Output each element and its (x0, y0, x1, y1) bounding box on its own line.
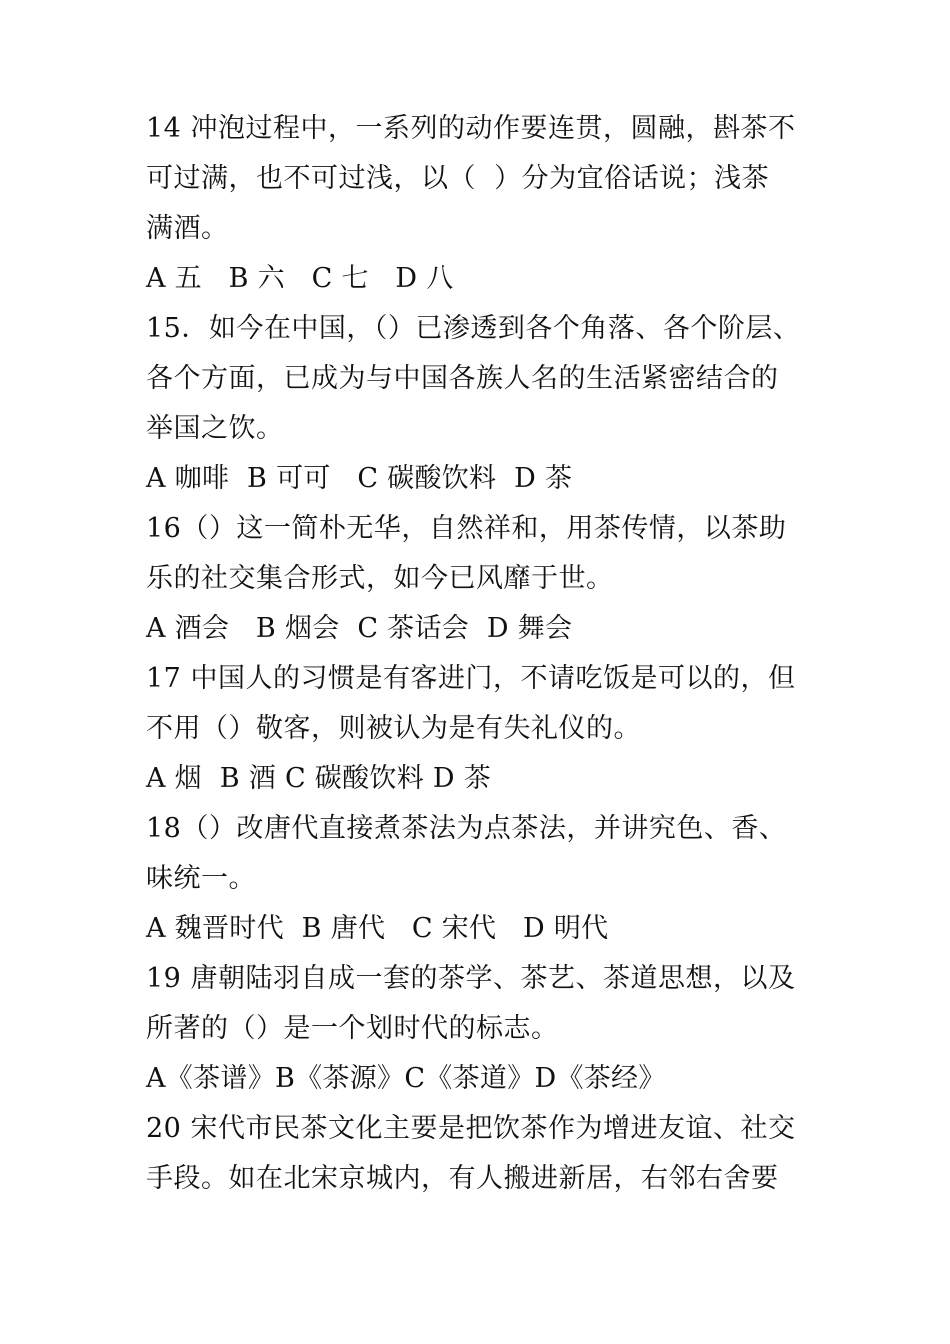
q18-options: A 魏晋时代 B 唐代 C 宋代 D 明代 (146, 913, 609, 944)
question-text-block (146, 104, 826, 1204)
q15-line-3: 举国之饮。 (146, 413, 284, 444)
q19-line-2: 所著的（）是一个划时代的标志。 (146, 1013, 559, 1044)
q16-options: A 酒会 B 烟会 C 茶话会 D 舞会 (146, 613, 573, 644)
q17-line-1: 17 中国人的习惯是有客进门，不请吃饭是可以的，但 (146, 663, 796, 694)
q14-line-3: 满酒。 (146, 213, 229, 244)
q20-line-1: 20 宋代市民茶文化主要是把饮茶作为增进友谊、社交 (146, 1113, 796, 1144)
q15-options: A 咖啡 B 可可 C 碳酸饮料 D 茶 (146, 463, 573, 494)
q19-line-1: 19 唐朝陆羽自成一套的茶学、茶艺、茶道思想，以及 (146, 963, 796, 994)
q17-options: A 烟 B 酒 C 碳酸饮料 D 茶 (146, 763, 492, 794)
q17-line-2: 不用（）敬客，则被认为是有失礼仪的。 (146, 713, 641, 744)
q15-line-2: 各个方面，已成为与中国各族人名的生活紧密结合的 (146, 363, 779, 394)
q20-line-2: 手段。如在北宋京城内，有人搬进新居，右邻右舍要 (146, 1163, 779, 1194)
q15-line-1: 15．如今在中国，（）已渗透到各个角落、各个阶层、 (146, 313, 801, 344)
q18-line-2: 味统一。 (146, 863, 256, 894)
q16-line-1: 16（）这一简朴无华，自然祥和，用茶传情，以茶助 (146, 513, 787, 544)
q16-line-2: 乐的社交集合形式，如今已风靡于世。 (146, 563, 614, 594)
q14-line-1: 14 冲泡过程中，一系列的动作要连贯，圆融，斟茶不 (146, 113, 796, 144)
q14-options: A 五 B 六 C 七 D 八 (146, 263, 454, 294)
q18-line-1: 18（）改唐代直接煮茶法为点茶法，并讲究色、香、 (146, 813, 787, 844)
q19-options: A《茶谱》B《茶源》C《茶道》D《茶经》 (146, 1063, 666, 1094)
q14-line-2: 可过满，也不可过浅，以（ ）分为宜俗话说；浅茶 (146, 163, 770, 194)
